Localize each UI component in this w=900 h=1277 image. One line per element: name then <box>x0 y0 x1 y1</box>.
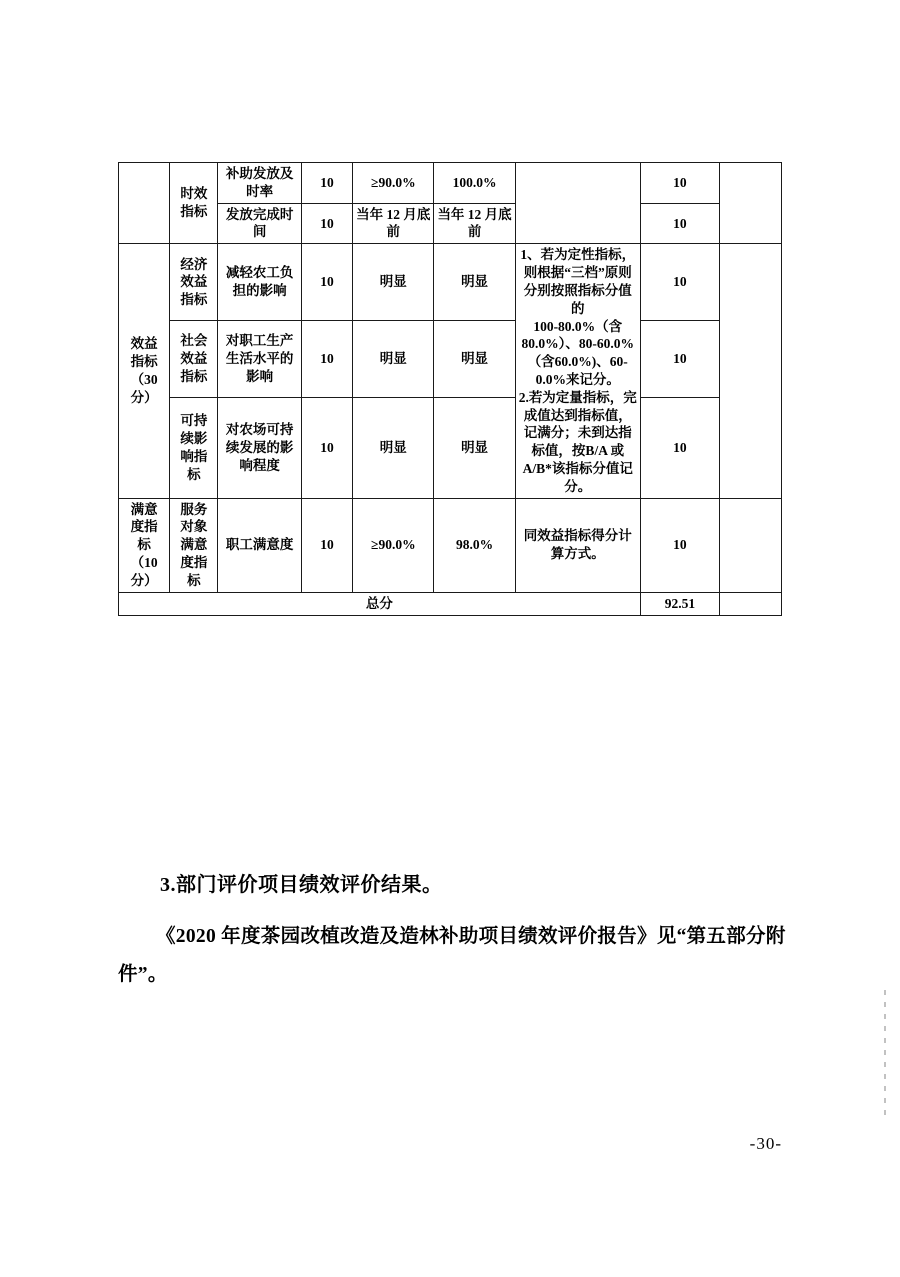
cell-weight: 10 <box>301 321 352 398</box>
note-line-3: 2.若为定量指标，完成值达到指标值，记满分；未到达指标值，按B/A 或 A/B*该指标分值记分。 <box>518 389 637 494</box>
cell-actual: 98.0% <box>434 498 515 592</box>
cell-note <box>515 163 640 244</box>
cell-dimension-satisfaction: 满意度指标（10分） <box>119 498 170 592</box>
note-line-2: 100-80.0%（含80.0%）、80-60.0%（含60.0%)、60-0.0%来记分。 <box>521 318 634 387</box>
section-heading: 3.部门评价项目绩效评价结果。 <box>160 874 443 896</box>
cell-score: 10 <box>640 498 719 592</box>
cell-score: 10 <box>640 203 719 244</box>
cell-group-economic: 经济效益指标 <box>170 244 218 321</box>
cell-score: 10 <box>640 398 719 498</box>
table-row <box>119 498 782 592</box>
table-row <box>119 203 782 244</box>
cell-weight: 10 <box>301 163 352 204</box>
body-paragraph: 《2020 年度茶园改植改造及造林补助项目绩效评价报告》见“第五部分附件”。 <box>118 926 786 986</box>
margin-dotted-mark <box>884 990 886 1120</box>
cell-target: 当年 12 月底前 <box>353 203 434 244</box>
cell-indicator: 对职工生产生活水平的影响 <box>218 321 301 398</box>
cell-remark <box>719 163 781 244</box>
table-total-row <box>119 592 782 615</box>
cell-target: ≥90.0% <box>353 498 434 592</box>
performance-table-wrapper <box>118 162 782 616</box>
cell-actual: 当年 12 月底前 <box>434 203 515 244</box>
cell-group-sustainable: 可持续影响指标 <box>170 398 218 498</box>
total-remark <box>719 592 781 615</box>
performance-indicator-table <box>118 162 782 616</box>
cell-weight: 10 <box>301 498 352 592</box>
cell-group-social: 社会效益指标 <box>170 321 218 398</box>
cell-actual: 明显 <box>434 321 515 398</box>
table-row <box>119 244 782 321</box>
cell-group-timeliness: 时效指标 <box>170 163 218 244</box>
cell-indicator: 补助发放及时率 <box>218 163 301 204</box>
cell-note: 同效益指标得分计算方式。 <box>515 498 640 592</box>
cell-score: 10 <box>640 244 719 321</box>
cell-indicator: 减轻农工负担的影响 <box>218 244 301 321</box>
total-score: 92.51 <box>640 592 719 615</box>
cell-score: 10 <box>640 163 719 204</box>
cell-weight: 10 <box>301 244 352 321</box>
cell-remark <box>719 498 781 592</box>
cell-actual: 明显 <box>434 398 515 498</box>
table-row <box>119 398 782 498</box>
cell-actual: 明显 <box>434 244 515 321</box>
note-line-1: 1、若为定性指标，则根据“三档”原则分别按照指标分值的 <box>520 247 636 316</box>
cell-weight: 10 <box>301 398 352 498</box>
cell-dimension-empty <box>119 163 170 244</box>
cell-group-service-object: 服务对象满意度指标 <box>170 498 218 592</box>
cell-actual: 100.0% <box>434 163 515 204</box>
cell-target: 明显 <box>353 398 434 498</box>
table-row <box>119 163 782 204</box>
total-label: 总分 <box>119 592 641 615</box>
cell-indicator: 职工满意度 <box>218 498 301 592</box>
cell-target: 明显 <box>353 244 434 321</box>
table-row <box>119 321 782 398</box>
cell-target: ≥90.0% <box>353 163 434 204</box>
cell-note-scoring-rule <box>515 244 640 498</box>
cell-dimension-benefit: 效益指标（30分） <box>119 244 170 498</box>
cell-weight: 10 <box>301 203 352 244</box>
cell-score: 10 <box>640 321 719 398</box>
cell-remark <box>719 244 781 498</box>
cell-indicator: 发放完成时间 <box>218 203 301 244</box>
page-number: -30- <box>749 1134 782 1153</box>
cell-target: 明显 <box>353 321 434 398</box>
cell-indicator: 对农场可持续发展的影响程度 <box>218 398 301 498</box>
